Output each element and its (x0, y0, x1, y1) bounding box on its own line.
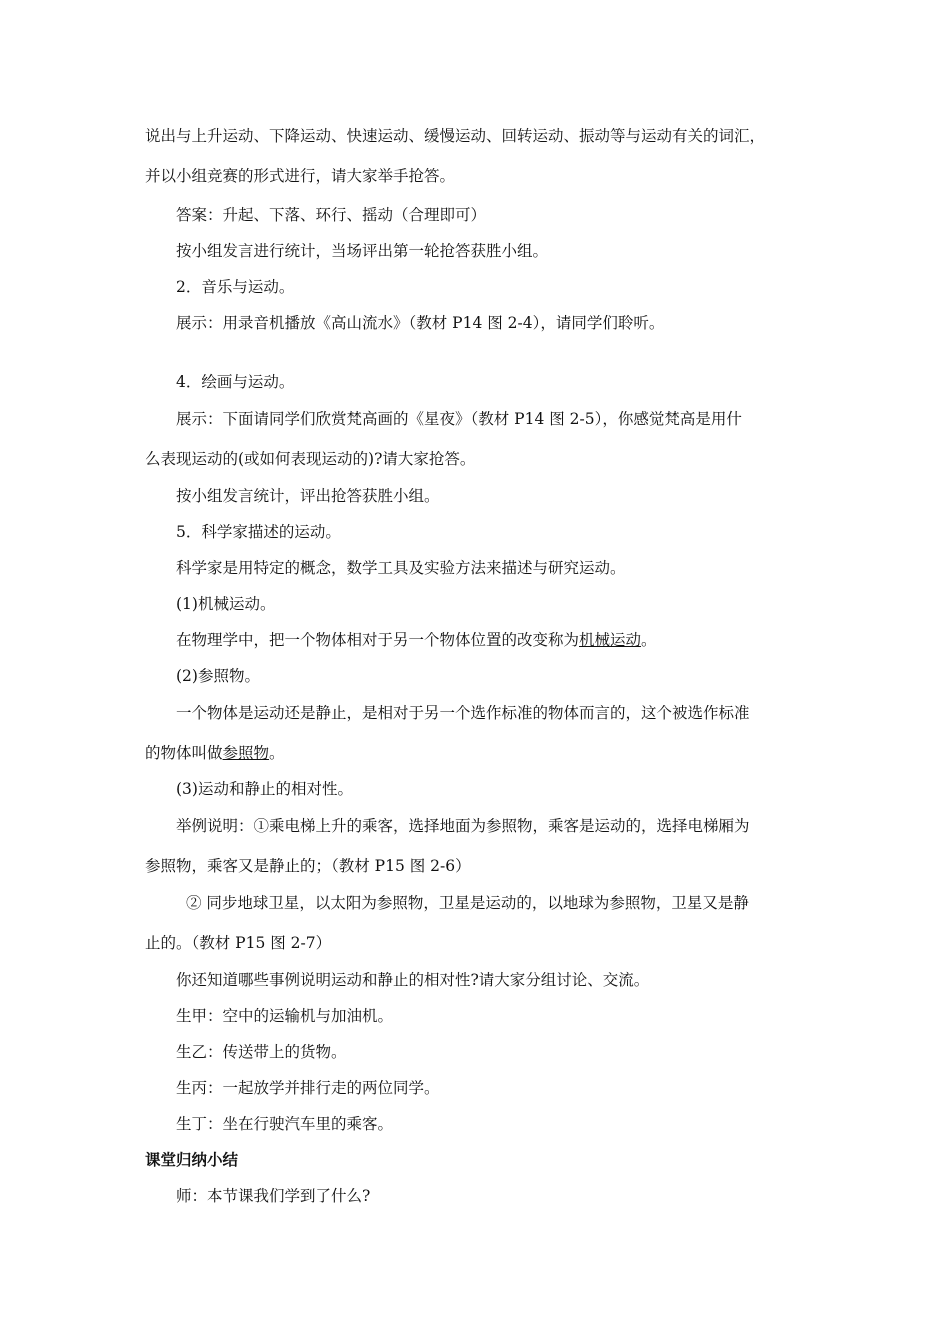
paragraph-line: 按小组发言进行统计，当场评出第一轮抢答获胜小组。 (176, 242, 549, 260)
answer-line: 答案：升起、下落、环行、摇动（合理即可） (176, 206, 487, 224)
student-answer: 生丙：一起放学并排行走的两位同学。 (176, 1079, 440, 1097)
paragraph-line: 么表现运动的(或如何表现运动的)?请大家抢答。 (145, 450, 476, 468)
sub-item: (2)参照物。 (176, 667, 260, 685)
definition-text: 的物体叫做 (145, 744, 223, 762)
paragraph-line: 展示：下面请同学们欣赏梵高画的《星夜》（教材 P14 图 2-5），你感觉梵高是用什 (176, 410, 742, 428)
paragraph-line: 按小组发言统计，评出抢答获胜小组。 (176, 487, 440, 505)
paragraph-line: 止的。（教材 P15 图 2-7） (145, 934, 332, 952)
section-item: 4．绘画与运动。 (176, 373, 295, 391)
student-answer: 生甲：空中的运输机与加油机。 (176, 1007, 394, 1025)
paragraph-line: ② 同步地球卫星，以太阳为参照物，卫星是运动的，以地球为参照物，卫星又是静 (186, 894, 749, 912)
paragraph-line: 师：本节课我们学到了什么? (176, 1187, 371, 1205)
sub-item: (1)机械运动。 (176, 595, 276, 613)
sub-item: (3)运动和静止的相对性。 (176, 780, 353, 798)
term-underlined: 参照物 (222, 744, 270, 762)
paragraph-line: 举例说明：①乘电梯上升的乘客，选择地面为参照物，乘客是运动的，选择电梯厢为 (176, 817, 750, 835)
definition-text: 在物理学中，把一个物体相对于另一个物体位置的改变称为 (176, 631, 580, 649)
definition-line (176, 630, 657, 650)
section-heading: 课堂归纳小结 (145, 1151, 239, 1169)
student-answer: 生乙：传送带上的货物。 (176, 1043, 347, 1061)
paragraph-line: 展示：用录音机播放《高山流水》（教材 P14 图 2-4），请同学们聆听。 (176, 314, 665, 332)
paragraph-line: 一个物体是运动还是静止，是相对于另一个选作标准的物体而言的，这个被选作标准 (176, 704, 750, 722)
section-item: 5．科学家描述的运动。 (176, 523, 341, 541)
definition-end: 。 (641, 631, 657, 649)
student-answer: 生丁：坐在行驶汽车里的乘客。 (176, 1115, 394, 1133)
paragraph-line: 科学家是用特定的概念，数学工具及实验方法来描述与研究运动。 (176, 559, 626, 577)
paragraph-line: 参照物，乘客又是静止的；（教材 P15 图 2-6） (145, 857, 471, 875)
section-item: 2．音乐与运动。 (176, 278, 295, 296)
definition-line (145, 743, 285, 763)
paragraph-line: 说出与上升运动、下降运动、快速运动、缓慢运动、回转运动、振动等与运动有关的词汇， (145, 127, 766, 145)
paragraph-line: 你还知道哪些事例说明运动和静止的相对性?请大家分组讨论、交流。 (176, 971, 650, 989)
term-underlined: 机械运动 (579, 631, 642, 649)
paragraph-line: 并以小组竞赛的形式进行，请大家举手抢答。 (145, 167, 456, 185)
definition-end: 。 (269, 744, 285, 762)
